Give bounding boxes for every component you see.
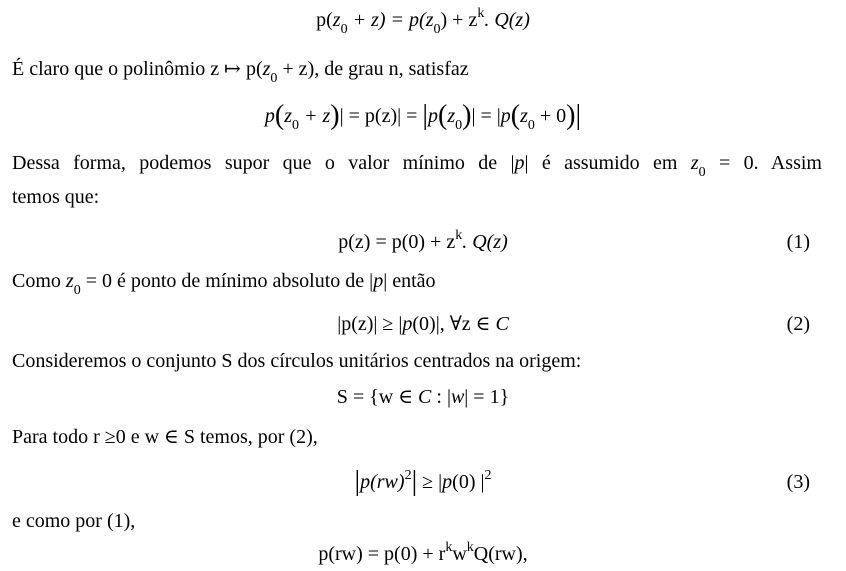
equation-number-2: (2) <box>786 313 810 335</box>
equation-absolute: $p(z_0 + z)| = p(z)| = |p(z_0)| = |p(z_0 + 0)|$ <box>264 100 582 133</box>
paragraph-polynomial: É claro que o polinômio z ↦ $p(z_0 + z)$, de grau n, satisfaz <box>12 58 469 86</box>
paragraph-for-all-r: Para todo r ≥0 e w ∈ S temos, por (2), <box>12 426 318 448</box>
equation-set-s: S = {w ∈ C : |w| = 1} <box>336 386 510 408</box>
equation-number-1: (1) <box>786 231 810 253</box>
paragraph-by-1: e como por (1), <box>12 510 136 532</box>
equation-2: |p(z)| ≥ |p(0)|, ∀z ∈ C (2) <box>0 310 846 338</box>
equation-top: $p(z_0 + z) = p(z_0) + z^k$. Q(z) <box>316 6 530 37</box>
equation-1: $p(z) = p(0) + z^k$. Q(z) (1) <box>0 228 846 259</box>
paragraph-minimum-line1: Dessa forma, podemos supor que o valor mínimo de |p| é assumido em $z_0 = 0$. Assim <box>12 152 822 180</box>
paragraph-set-s: Consideremos o conjunto S dos círculos unitários centrados na origem: <box>12 350 582 372</box>
equation-3: |p(rw)$^2$| ≥ |p(0) $|^2$ (3) <box>354 466 810 497</box>
paragraph-minimum-line2: temos que: <box>12 186 100 208</box>
paragraph-absolute-minimum: Como $z_0 = 0$ é ponto de mínimo absoluto de |p| então <box>12 270 436 298</box>
equation-last: $p(rw) = p(0) + r^kw^kQ(rw)$, <box>318 540 528 565</box>
equation-number-3: (3) <box>786 471 810 493</box>
